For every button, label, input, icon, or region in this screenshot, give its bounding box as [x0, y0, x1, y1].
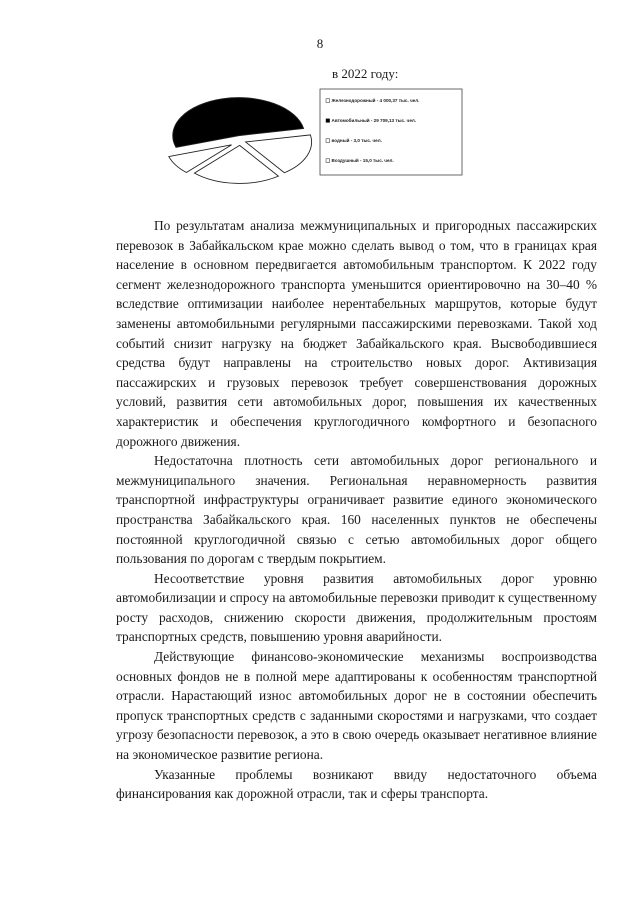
pie-chart-svg: [160, 84, 480, 200]
legend-label-2: Автомобильный - 29 709,13 тыс. чел.: [331, 118, 417, 123]
legend-swatch-3: [326, 139, 330, 143]
legend-swatch-4: [326, 159, 330, 163]
paragraph: Несоответствие уровня развития автомобильных дорог уровню автомобилизации и спросу на автомобильные перевозки приводит к существенному росту расходов, снижению скорости движения, продолжительным простоям транспортных средств, повышению уровня аварийности.: [116, 570, 597, 645]
legend-swatch-1: [326, 99, 330, 103]
paragraph: Действующие финансово-экономические механизмы воспроизводства основных фондов не в полной мере адаптированы к особенностям транспортной отрасли. Нарастающий износ автомобильных дорог не в состоянии обеспечить пропуск транспортных средств с заданными скоростями и нагрузками, что создает угрозу безопасности перевозок, а это в свою очередь оказывает негативное влияние на экономическое развитие региона.: [116, 649, 597, 763]
page-number: 8: [316, 36, 324, 51]
legend-label-4: Воздушный - 15,0 тыс. чел.: [331, 158, 394, 163]
paragraph: Указанные проблемы возникают ввиду недостаточного объема финансирования как дорожной отрасли, так и сферы транспорта.: [116, 766, 597, 802]
legend-swatch-2: [326, 119, 330, 123]
legend-label-3: водный - 3,0 тыс. чел.: [331, 138, 382, 143]
paragraph: По результатам анализа межмуниципальных и пригородных пассажирских перевозок в Забайкальском крае можно сделать вывод о том, что в границах края население в основном передвигается автомобильным транспортом. К 2022 году сегмент железнодорожного транспорта уменьшится ориентировочно на 30–40 % вследствие оптимизации наиболее нерентабельных маршрутов, которые будут заменены автомобильными регулярными пассажирскими перевозками. Такой ход событий снизит нагрузку на бюджет Забайкальского края. Высвободившиеся средства будут направлены на строительство новых дорог. Активизация пассажирских и грузовых перевозок требует совершенствования дорожных условий, развития сети автомобильных дорог, повышения их качественных характеристик и обеспечения круглогодичного комфортного и безопасного дорожного движения.: [116, 218, 597, 449]
chart-heading: в 2022 году:: [332, 66, 399, 81]
legend-label-1: Железнодорожный - 4 000,37 тыс. чел.: [331, 98, 420, 103]
body-text: [116, 216, 597, 804]
paragraph: Недостаточна плотность сети автомобильных дорог регионального и межмуниципального значения. Региональная неравномерность развития транспортной инфраструктуры ограничивает развитие единого экономического пространства Забайкальского края. 160 населенных пунктов не обеспечены постоянной круглогодичной связью с сетью автомобильных дорог общего пользования по дорогам с твердым покрытием.: [116, 453, 597, 567]
pie-chart: [160, 84, 480, 200]
